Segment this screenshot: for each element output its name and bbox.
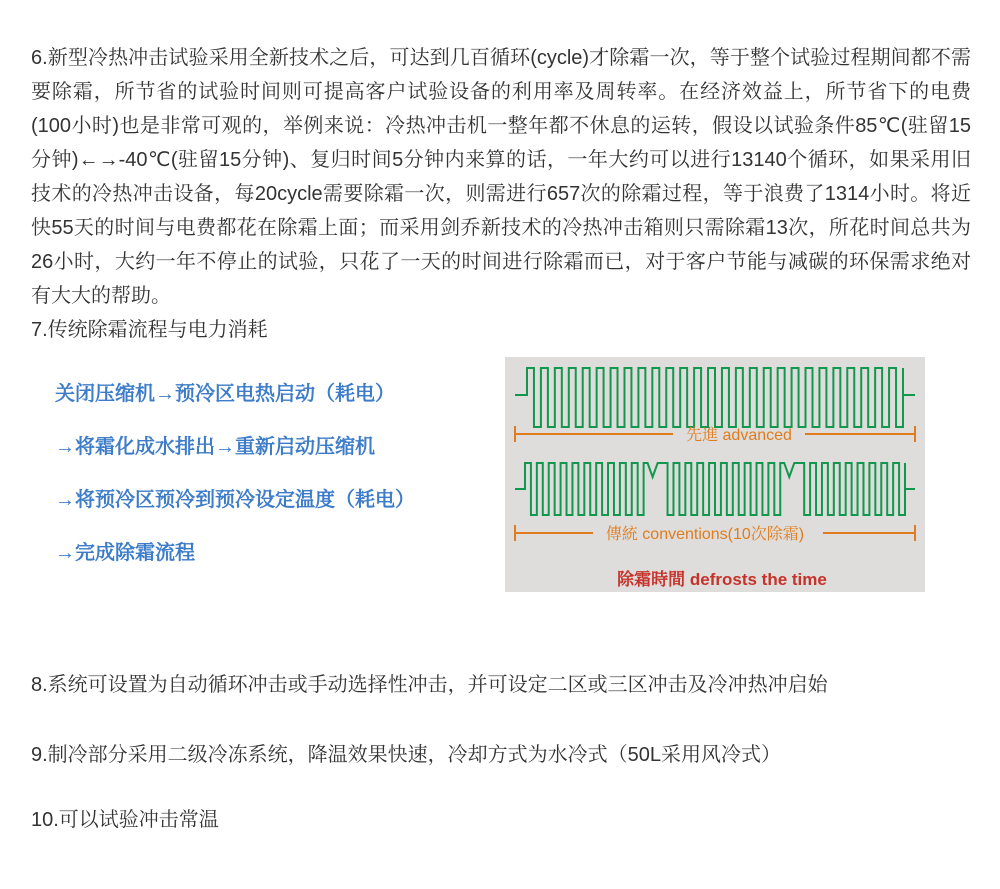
defrost-comparison-diagram [505, 357, 925, 592]
advanced-label: 先進 advanced [686, 427, 792, 444]
paragraph-8-system-modes: 8.系统可设置为自动循环冲击或手动选择性冲击，并可设定二区或三区冲击及冷冲热冲启始 [31, 674, 828, 696]
flow-step-1: 关闭压缩机→预冷区电热启动（耗电） [55, 383, 395, 405]
advanced-waveform [515, 368, 915, 427]
conventional-dimension [515, 525, 915, 543]
paragraph-6-new-technology: 6.新型冷热冲击试验采用全新技术之后，可达到几百循环(cycle)才除霜一次，等于整个试验过程期间都不需要除霜，所节省的试验时间则可提高客户试验设备的利用率及周转率。在经济效益上，所节省下的电费(100小时)也是非常可观的，举例来说：冷热冲击机一整年都不休息的运转，假设以试验条件85℃(驻留15分钟)←→-40℃(驻留15分钟)、复归时间5分钟内来算的话，一年大约可以进行13140个循环，如果采用旧技术的冷热冲击设备，每20cycle需要除霜一次，则需进行657次的除霜过程，等于浪费了1314小时。将近快55天的时间与电费都花在除霜上面；而采用剑乔新技术的冷热冲击箱则只需除霜13次，所花时间总共为26小时，大约一年不停止的试验，只花了一天的时间进行除霜而已，对于客户节能与减碳的环保需求绝对有大大的帮助。 [31, 47, 971, 307]
paragraph-7-title: 7.传统除霜流程与电力消耗 [31, 319, 268, 341]
flow-step-4: →完成除霜流程 [55, 542, 195, 564]
flow-step-2: →将霜化成水排出→重新启动压缩机 [55, 436, 375, 458]
defrost-flow-list [55, 368, 495, 580]
defrost-time-label: 除霜時間 defrosts the time [617, 570, 827, 589]
flow-step-3: →将预冷区预冷到预冷设定温度（耗电） [55, 489, 415, 511]
paragraph-9-refrigeration: 9.制冷部分采用二级冷冻系统，降温效果快速，冷却方式为水冷式（50L采用风冷式） [31, 744, 782, 766]
conventional-waveform [515, 463, 915, 515]
conventional-label: 傳統 conventions(10次除霜) [605, 526, 805, 543]
advanced-dimension [515, 426, 915, 444]
defrost-comparison-svg [505, 357, 925, 592]
paragraph-10-ambient-shock: 10.可以试验冲击常温 [31, 809, 219, 831]
